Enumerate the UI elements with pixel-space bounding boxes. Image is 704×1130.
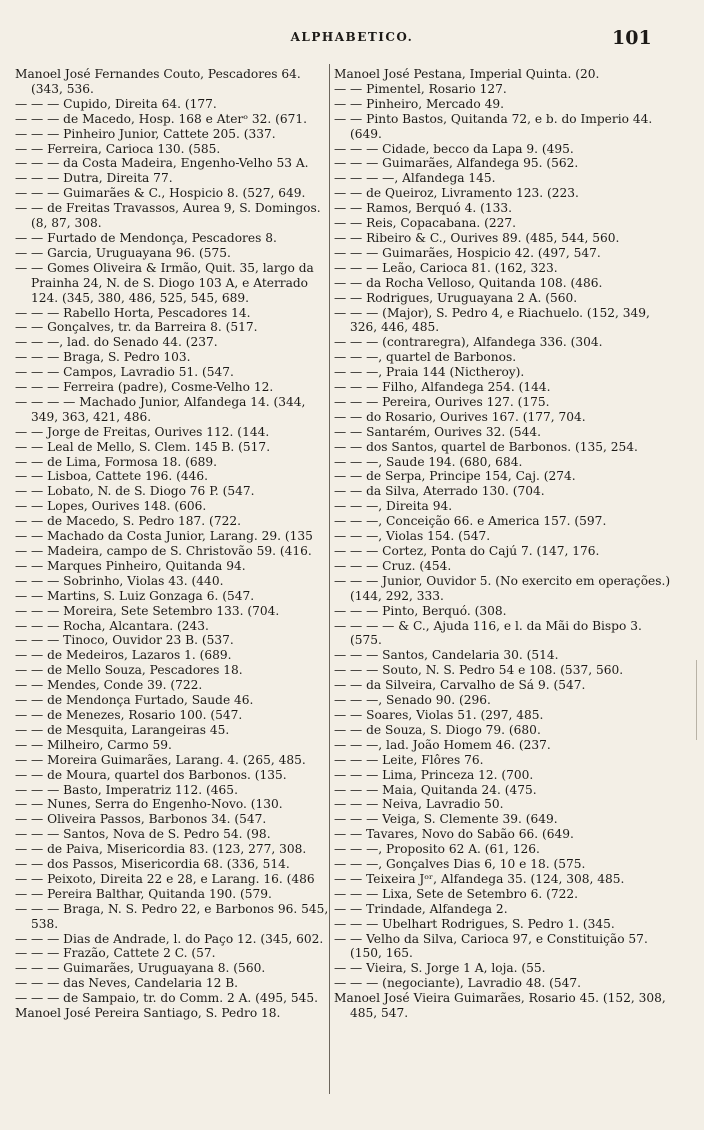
directory-entry: — — — Maia, Quitanda 24. (475. <box>334 782 537 797</box>
directory-entry: — — — (contraregra), Alfandega 336. (304. <box>334 335 603 350</box>
directory-entry: — — Pimentel, Rosario 127. <box>334 81 507 96</box>
directory-entry: — — — Sobrinho, Violas 43. (440. <box>15 573 224 588</box>
directory-entry: — — — Moreira, Sete Setembro 133. (704. <box>15 603 280 618</box>
directory-entry: — — —, quartel de Barbonos. <box>334 350 517 365</box>
directory-entry: — — — Basto, Imperatriz 112. (465. <box>15 782 238 797</box>
directory-entry: — — — Filho, Alfandega 254. (144. <box>334 380 551 395</box>
directory-entry: Manoel José Vieira Guimarães, Rosario 45. (152, 308, 485, 547. <box>334 991 666 1021</box>
directory-entry: — — — Neiva, Lavradio 50. <box>334 797 504 812</box>
directory-entry: — — Peixoto, Direita 22 e 28, e Larang. 16. (486 <box>15 871 315 886</box>
directory-entry: — — de Queiroz, Livramento 123. (223. <box>334 186 579 201</box>
directory-entry: — — — Pinheiro Junior, Cattete 205. (337. <box>15 126 276 141</box>
directory-entry: — — Pinheiro, Mercado 49. <box>334 96 504 111</box>
directory-entry: — — — Veiga, S. Clemente 39. (649. <box>334 812 558 827</box>
directory-entry: — — Santarém, Ourives 32. (544. <box>334 424 542 439</box>
directory-entry: — — de Paiva, Misericordia 83. (123, 277, 308. <box>15 842 307 857</box>
directory-entry: — — Moreira Guimarães, Larang. 4. (265, 485. <box>15 752 306 767</box>
directory-entry: — — — Dias de Andrade, l. do Paço 12. (345, 602. <box>15 931 324 946</box>
directory-entry: — — de Macedo, S. Pedro 187. (722. <box>15 514 241 529</box>
directory-entry: — — da Silveira, Carvalho de Sá 9. (547. <box>334 678 586 693</box>
directory-entry: — — —, Violas 154. (547. <box>334 529 491 544</box>
directory-entry: — — — Junior, Ouvidor 5. (No exercito em operações.) (144, 292, 333. <box>334 573 671 603</box>
directory-entry: — — — Rabello Horta, Pescadores 14. <box>15 305 251 320</box>
directory-entry: — — dos Passos, Misericordia 68. (336, 514. <box>15 857 290 872</box>
directory-entry: Manoel José Fernandes Couto, Pescadores 64. (343, 536. <box>15 67 301 96</box>
directory-entry: — — Marques Pinheiro, Quitanda 94. <box>15 558 246 573</box>
running-header: ALPHABETICO. <box>290 30 414 44</box>
directory-entry: — — Lisboa, Cattete 196. (446. <box>15 469 209 484</box>
directory-entry: — — — Ferreira (padre), Cosme-Velho 12. <box>15 380 274 395</box>
directory-entry: — — de Serpa, Principe 154, Caj. (274. <box>334 469 576 484</box>
directory-entry: — — — Leite, Flôres 76. <box>334 752 484 767</box>
directory-entry: — — — Cidade, becco da Lapa 9. (495. <box>334 141 574 156</box>
directory-entry: — — — —, Alfandega 145. <box>334 171 496 186</box>
directory-entry: — — Ferreira, Carioca 130. (585. <box>15 141 221 156</box>
directory-entry: — — Garcia, Uruguayana 96. (575. <box>15 245 231 260</box>
directory-entry: — — Milheiro, Carmo 59. <box>15 737 172 752</box>
directory-entry: — — Pinto Bastos, Quitanda 72, e b. do Imperio 44. (649. <box>334 111 653 141</box>
directory-entry: — — Tavares, Novo do Sabão 66. (649. <box>334 827 574 842</box>
directory-entry: — — — Cortez, Ponta do Cajú 7. (147, 176. <box>334 544 600 558</box>
directory-entry: — — Lobato, N. de S. Diogo 76 P. (547. <box>15 484 255 499</box>
directory-entry: — — —, Gonçalves Dias 6, 10 e 18. (575. <box>334 857 586 872</box>
directory-entry: — — dos Santos, quartel de Barbonos. (135, 254. <box>334 439 638 454</box>
directory-entry: — — da Rocha Velloso, Quitanda 108. (486. <box>334 275 603 290</box>
directory-entry: — — de Medeiros, Lazaros 1. (689. <box>15 648 232 663</box>
directory-entry: — — Reis, Copacabana. (227. <box>334 216 517 231</box>
directory-entry: — — do Rosario, Ourives 167. (177, 704. <box>334 409 586 424</box>
directory-entry: — — — Guimarães, Uruguayana 8. (560. <box>15 961 266 976</box>
directory-entry: — — Oliveira Passos, Barbonos 34. (547. <box>15 812 267 827</box>
directory-entry: — — — Campos, Lavradio 51. (547. <box>15 365 234 380</box>
directory-entry: — — — (Major), S. Pedro 4, e Riachuelo. (152, 349, 326, 446, 485. <box>334 305 650 335</box>
directory-entry: — — — Santos, Nova de S. Pedro 54. (98. <box>15 827 271 842</box>
directory-entry: — — de Menezes, Rosario 100. (547. <box>15 707 243 722</box>
directory-entry: — — — Lixa, Sete de Setembro 6. (722. <box>334 886 578 901</box>
directory-entry: — — Mendes, Conde 39. (722. <box>15 678 203 693</box>
directory-entry: — — — Leão, Carioca 81. (162, 323. <box>334 260 558 275</box>
right-column <box>334 67 674 1021</box>
directory-entry: Manoel José Pereira Santiago, S. Pedro 18. <box>15 1006 281 1021</box>
directory-entry: — — de Freitas Travassos, Aurea 9, S. Domingos. (8, 87, 308. <box>15 201 321 231</box>
directory-entry: — — —, Direita 94. <box>334 499 453 514</box>
directory-entry: — — Vieira, S. Jorge 1 A, loja. (55. <box>334 961 546 976</box>
directory-entry: — — de Moura, quartel dos Barbonos. (135. <box>15 767 287 782</box>
directory-entry: — — — Tinoco, Ouvidor 23 B. (537. <box>15 633 234 648</box>
directory-entry: — — —, Praia 144 (Nictheroy). <box>334 365 525 380</box>
directory-entry: — — —, Senado 90. (296. <box>334 693 491 708</box>
page-number: 101 <box>612 27 652 49</box>
directory-entry: — — —, lad. João Homem 46. (237. <box>334 737 551 752</box>
directory-entry: — — de Mesquita, Larangeiras 45. <box>15 722 230 737</box>
directory-entry: — — Ramos, Berquó 4. (133. <box>334 201 512 216</box>
directory-entry: — — Trindade, Alfandega 2. <box>334 901 508 916</box>
directory-entry: — — Furtado de Mendonça, Pescadores 8. <box>15 230 277 245</box>
directory-entry: — — Lopes, Ourives 148. (606. <box>15 499 207 514</box>
directory-entry: — — — de Sampaio, tr. do Comm. 2 A. (495, 545. <box>15 991 319 1006</box>
directory-entry: — — — Guimarães, Hospicio 42. (497, 547. <box>334 245 601 260</box>
directory-entry: — — — das Neves, Candelaria 12 B. <box>15 976 239 991</box>
directory-entry: — — — Braga, S. Pedro 103. <box>15 350 191 365</box>
directory-entry: — — — da Costa Madeira, Engenho-Velho 53 A. <box>15 156 309 171</box>
directory-entry: — — — Cruz. (454. <box>334 558 452 573</box>
directory-entry: — — Pereira Balthar, Quitanda 190. (579. <box>15 886 272 901</box>
directory-entry: — — —, lad. do Senado 44. (237. <box>15 335 218 350</box>
directory-entry: — — Gonçalves, tr. da Barreira 8. (517. <box>15 320 258 335</box>
directory-entry: — — —, Conceição 66. e America 157. (597. <box>334 514 607 529</box>
directory-entry: — — —, Saude 194. (680, 684. <box>334 454 523 469</box>
directory-entry: — — — de Macedo, Hosp. 168 e Aterᵒ 32. (671. <box>15 111 307 126</box>
directory-entry: — — Velho da Silva, Carioca 97, e Constituição 57. (150, 165. <box>334 931 648 961</box>
directory-entry: — — — Dutra, Direita 77. <box>15 171 173 186</box>
directory-entry: — — — Santos, Candelaria 30. (514. <box>334 648 559 663</box>
left-column <box>15 67 333 1021</box>
directory-entry: — — — — Machado Junior, Alfandega 14. (344, 349, 363, 421, 486. <box>15 394 306 424</box>
directory-entry: — — Teixeira Jᵒʳ, Alfandega 35. (124, 308, 485. <box>334 871 625 886</box>
directory-entry: — — — Ubelhart Rodrigues, S. Pedro 1. (345. <box>334 916 615 931</box>
directory-entry: — — Jorge de Freitas, Ourives 112. (144. <box>15 424 270 439</box>
directory-entry: — — — Lima, Princeza 12. (700. <box>334 767 534 782</box>
directory-entry: — — Rodrigues, Uruguayana 2 A. (560. <box>334 290 578 305</box>
directory-entry: — — Madeira, campo de S. Christovão 59. (416. <box>15 544 312 558</box>
directory-entry: — — — Rocha, Alcantara. (243. <box>15 618 209 633</box>
directory-entry: — — — — & C., Ajuda 116, e l. da Mãi do Bispo 3. (575. <box>334 618 642 648</box>
directory-entry: — — — Cupido, Direita 64. (177. <box>15 96 217 111</box>
directory-entry: — — — Souto, N. S. Pedro 54 e 108. (537, 560. <box>334 663 624 678</box>
directory-entry: — — Nunes, Serra do Engenho-Novo. (130. <box>15 797 283 812</box>
directory-entry: — — — Frazão, Cattete 2 C. (57. <box>15 946 216 961</box>
directory-entry: — — de Lima, Formosa 18. (689. <box>15 454 217 469</box>
directory-entry: — — — Guimarães & C., Hospicio 8. (527, 649. <box>15 186 306 201</box>
directory-entry: — — — Braga, N. S. Pedro 22, e Barbonos 96. 545, 538. <box>15 901 329 931</box>
directory-entry: Manoel José Pestana, Imperial Quinta. (20. <box>334 67 600 81</box>
directory-entry: — — — Pereira, Ourives 127. (175. <box>334 394 550 409</box>
directory-entry: — — Machado da Costa Junior, Larang. 29. (135 <box>15 529 313 544</box>
directory-entry: — — de Mello Souza, Pescadores 18. <box>15 663 243 678</box>
directory-entry: — — da Silva, Aterrado 130. (704. <box>334 484 545 499</box>
directory-entry: — — de Mendonça Furtado, Saude 46. <box>15 693 254 708</box>
directory-entry: — — Ribeiro & C., Ourives 89. (485, 544, 560. <box>334 230 620 245</box>
margin-mark <box>696 660 697 740</box>
directory-entry: — — — Guimarães, Alfandega 95. (562. <box>334 156 579 171</box>
directory-entry: — — de Souza, S. Diogo 79. (680. <box>334 722 541 737</box>
directory-entry: — — — (negociante), Lavradio 48. (547. <box>334 976 581 991</box>
directory-entry: — — —, Proposito 62 A. (61, 126. <box>334 842 540 857</box>
directory-entry: — — Soares, Violas 51. (297, 485. <box>334 707 544 722</box>
directory-entry: — — Gomes Oliveira & Irmão, Quit. 35, largo da Prainha 24, N. de S. Diogo 103 A, e Aterrado 124. (345, 380, 486, 525, 545, 689. <box>15 260 314 305</box>
directory-entry: — — — Pinto, Berquó. (308. <box>334 603 507 618</box>
directory-entry: — — Martins, S. Luiz Gonzaga 6. (547. <box>15 588 255 603</box>
directory-entry: — — Leal de Mello, S. Clem. 145 B. (517. <box>15 439 271 454</box>
